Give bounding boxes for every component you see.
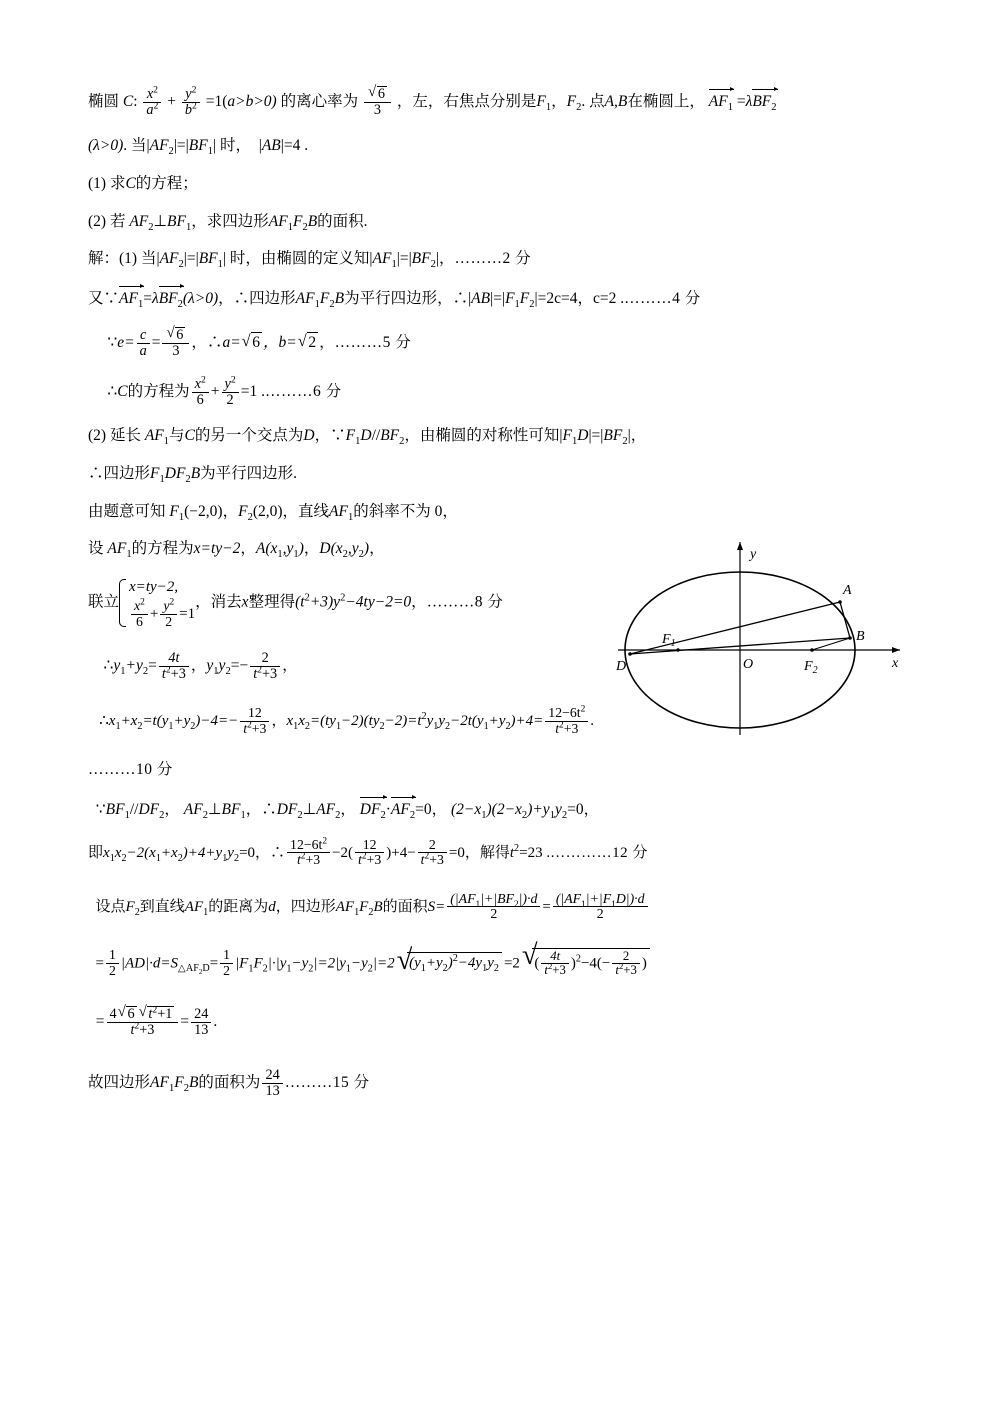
s9-fraction-y2-2: $\frac{y^2}{2}$: [160, 599, 177, 629]
stem-ecc-numerator: 6: [377, 86, 385, 102]
s7-F2-coord: (2,0): [252, 502, 283, 520]
s4-eq: =1 .: [240, 383, 265, 401]
s5-end: |，: [627, 426, 647, 444]
s14-fraction-3: $\frac{2}{t^2+3}$: [418, 838, 447, 868]
s3-fraction-sqrt6-3: √ $\frac{6}{3}$: [162, 327, 189, 359]
s9-eq-line: x=ty−2,: [129, 579, 179, 596]
stem-equals-one: =1(: [205, 93, 228, 111]
s5-mid3: ，由椭圆的对称性可知|: [404, 426, 563, 444]
s3-b-val: 2: [308, 334, 317, 352]
s16-sqrt-2: √ ( $\frac{4t}{t^2+3}$ )$^2$−4(− $\frac{2}{t^2+3}$ ): [522, 948, 650, 978]
stem-y: y: [185, 86, 192, 102]
s6-tail: 为平行四边形.: [200, 464, 298, 482]
s9-marks: ………8 分: [426, 593, 504, 611]
s1-AF1: AF: [372, 250, 392, 268]
s6-prefix: ∴四边形: [88, 464, 151, 482]
solution-line-5: (2) 延长 $AF_1$与C的另一个交点为D，$\because F_1D//BF_2$，由椭圆的对称性可知$|F_1D|=|BF_2|$，: [88, 426, 647, 448]
s10-end: ，: [282, 657, 298, 675]
s7-F1-coord: (−2,0): [184, 502, 223, 520]
stem-points-text: . 点: [581, 93, 605, 111]
BF1: BF: [188, 136, 208, 154]
s17-final-fraction: $\frac{24}{13}$: [191, 1007, 211, 1038]
stem-lambda: λ: [745, 93, 753, 111]
solution-line-3: ∵e= $\frac{c}{a}$ = √ $\frac{6}{3}$ ，∴a= √ 6 ，b= √ 2 ，………5 分: [88, 327, 908, 359]
stem-x: x: [146, 86, 154, 102]
s2-val: |=2c=4，c=2 .: [534, 290, 625, 308]
s8-mid: 的方程为: [131, 540, 194, 558]
solution-line-4: ∴C的方程为 $\frac{x^2}{6}$ + $\frac{y^2}{2}$ =1 .………6 分: [107, 374, 342, 408]
s5-par: //: [371, 426, 381, 444]
solution-line-1: 解：(1) 当$|AF_2|=|BF_1|$ 时，由椭圆的定义知$|AF_1|=|BF_2|$，………2 分: [88, 250, 532, 271]
s1-marks: ………2 分: [454, 250, 532, 268]
figure-label-O: O: [743, 657, 754, 672]
s1-AF2: AF: [159, 250, 179, 268]
s11-x1x2: x: [286, 712, 294, 729]
s5-mid2: 的另一个交点为: [194, 426, 304, 444]
stem-on-text: 在椭圆上，: [627, 93, 705, 111]
problem-stem-line-1: [88, 86, 908, 118]
s10-fraction-2: $\frac{2}{t^2+3}$: [250, 651, 280, 682]
q1-tail: 的方程；: [135, 174, 198, 192]
s15-fraction-2: $\frac{(|AF_1|+|F_1D|)\cdot d}{2}$: [553, 892, 648, 922]
s2-cond: (λ>0): [182, 290, 219, 308]
s14-marks: …………12 分: [550, 844, 648, 861]
s5-F1D: F: [562, 426, 572, 444]
s10-mid: ，: [190, 657, 207, 675]
s9-xvar: x: [241, 593, 249, 611]
stem-colon: :: [133, 93, 138, 111]
q2-BF1: BF: [167, 212, 186, 230]
s5-D: D: [303, 426, 315, 444]
solution-line-14: 即$x_1x_2-2(x_1+x_2)+4+y_1y_2=0$，∴ $\frac{12-6t^2}{t^2+3}$ −2( $\frac{12}{t^2+3}$ )+4− $\frac{2}{t^2+3}$ =0，解得$t^2=23$ .…………12 分: [88, 836, 648, 868]
q2-prefix: (2) 若: [88, 212, 126, 230]
stem-ecc-denominator: 3: [364, 102, 391, 118]
s1-eq: |=|: [183, 250, 199, 268]
s11-comma: ，: [271, 712, 287, 729]
stem-eccentricity-fraction: [364, 86, 391, 118]
AF2: AF: [149, 136, 169, 154]
s11-x2: +x: [120, 712, 138, 729]
solution-line-12: [88, 760, 908, 780]
s10-fraction-4t: $\frac{4t}{t^2+3}$: [159, 651, 189, 682]
s2-eq: |=|: [490, 290, 506, 308]
s16-fraction-4t: $\frac{4t}{t^2+3}$: [541, 950, 568, 978]
s14-fraction-2: $\frac{12}{t^2+3}$: [355, 838, 384, 868]
stem-curve-label: C: [122, 93, 134, 111]
s11-prefix: ∴: [99, 712, 109, 729]
s2-marks: ………4 分: [624, 290, 701, 308]
solution-line-2: 又$\because AF_1=\lambda BF_2(\lambda>0)$，∴四边形$AF_1F_2B$为平行四边形，$\therefore|AB|=|F_1F_2|=2c=4$，c=2 .………4 分: [88, 287, 908, 309]
s15-fraction-1: $\frac{(|AF_1|+|BF_2|)\cdot d}{2}$: [447, 892, 540, 922]
figure-label-F2: $F_2$: [804, 659, 818, 676]
s3-e: e=: [117, 334, 135, 352]
s5-prefix: (2) 延长: [88, 426, 141, 444]
q2-tail: 的面积.: [317, 212, 368, 230]
s7-F2: F: [238, 502, 248, 520]
s2-F1F2: F: [505, 290, 515, 308]
s16-half-2: $\frac{1}{2}$: [220, 948, 233, 978]
s8-prefix: 设: [88, 540, 104, 558]
s18-marks: ………15 分: [284, 1074, 370, 1092]
s1-mid: | 时，由椭圆的定义知|: [222, 250, 373, 268]
s14-prefix: 即: [88, 844, 104, 861]
stem-condition: a>b>0): [227, 93, 277, 111]
s9-end: ，: [411, 593, 427, 611]
s9-result-b: +3)y: [309, 593, 341, 611]
s7-comma: ，: [222, 502, 239, 520]
s2-AB: AB: [471, 290, 491, 308]
s3-marks: ………5 分: [334, 334, 412, 352]
s3-fraction-ca: $\frac{c}{a}$: [137, 328, 150, 359]
s5-BF2b: BF: [603, 426, 623, 444]
stem-foci-text: ，左，右焦点分别是: [396, 93, 537, 111]
s16-fraction-2: $\frac{2}{t^2+3}$: [612, 950, 639, 978]
s8-AF1: AF: [107, 540, 127, 558]
solution-line-15: 设点$F_2$到直线$AF_1$的距离为d，四边形$AF_1F_2B$的面积S= $\frac{(|AF_1|+|BF_2|)\cdot d}{2}$ = $\frac{(|AF_1|+|F_1D|)\cdot d}{2}$: [88, 892, 908, 922]
s14-fraction-1: $\frac{12-6t^2}{t^2+3}$: [287, 838, 330, 868]
s8-D: D(x: [319, 540, 343, 558]
s10-y2: +y: [125, 657, 143, 675]
s9-system-brace: x=ty−2, $\frac{x^2}{6}$ + $\frac{y^2}{2}$ =1: [119, 577, 195, 629]
q2-AF2: AF: [129, 212, 149, 230]
s16-half: $\frac{1}{2}$: [106, 948, 119, 978]
s5-BF2: BF: [380, 426, 400, 444]
figure-label-A: A: [843, 583, 852, 598]
figure-label-x: x: [892, 656, 899, 671]
s2-paral: 为平行四边形，∴|: [344, 290, 472, 308]
ellipse-figure: [600, 530, 920, 760]
s11-fraction-12: $\frac{12}{t^2+3}$: [240, 706, 269, 736]
stem-plus: +: [167, 93, 177, 111]
solution-line-11: $\therefore x_1+x_2=t(y_1+y_2)-4=-$ $\frac{12}{t^2+3}$ ，$x_1x_2=(ty_1-2)(ty_2-2)=t^2y_1y_2-2t(y_1+y_2)+4=$ $\frac{12-6t^2}{t^2+3}$ .: [99, 704, 595, 736]
s9-mid2: 整理得: [248, 593, 296, 611]
stem-equals2: =: [736, 93, 746, 111]
s4-fraction-y2-2: $\frac{y^2}{2}$: [222, 377, 239, 408]
figure-label-F1: $F_1$: [662, 632, 676, 649]
solution-line-13: $\because BF_1//DF_2$， $AF_2\perp BF_1$，$\therefore DF_2\perp AF_2$， $DF_2\cdot AF_2=0$， $(2-x_1)(2-x_2)+y_1y_2=0$，: [88, 798, 908, 820]
s13-vec-DF2: $DF_2$: [360, 798, 386, 820]
s13-AF2: AF: [183, 800, 203, 818]
s1-BF2: BF: [411, 250, 431, 268]
stem-fraction-x2a2: $\frac{x^2}{a^2}$: [143, 87, 161, 118]
s10-y1: y: [113, 657, 121, 675]
stem-F2-sub: 2: [576, 102, 582, 114]
stem-eccentricity-text: 的离心率为: [280, 93, 359, 111]
s2-quad: AF: [295, 290, 315, 308]
s9-result-c: −4ty−2=0: [345, 593, 412, 611]
s7-AF1: AF: [329, 502, 348, 520]
abs-equals: |=|: [173, 136, 189, 154]
s11-end: .: [590, 712, 595, 729]
s11-x1: x: [108, 712, 116, 729]
when-text: . 当|: [123, 136, 150, 154]
s5-because: ，∵: [314, 426, 346, 444]
solution-line-10: $\therefore y_1+y_2=$ $\frac{4t}{t^2+3}$ ，$y_1y_2=-$ $\frac{2}{t^2+3}$ ，: [103, 650, 298, 683]
s7-prefix: 由题意可知: [88, 502, 166, 520]
s2-lambda: λ: [151, 290, 159, 308]
s5-C: C: [184, 426, 195, 444]
s2-vec-AF1: $AF_1$: [119, 287, 143, 309]
s18-prefix: 故四边形: [88, 1074, 151, 1092]
solution-line-17: = $\frac{4 √ 6 √ t^2+1}{t^2+3}$ = $\frac{24}{13}$ .: [88, 1006, 908, 1038]
s13-prefix: ∵: [95, 800, 106, 818]
q1-prefix: (1) 求: [88, 174, 126, 192]
stem-a: a: [146, 101, 154, 118]
s5-mid: 与: [169, 426, 185, 444]
s9-prefix: 联立: [88, 593, 120, 611]
s13-BF1: BF: [105, 800, 125, 818]
s8-comma: ，: [240, 540, 256, 558]
question-1: [88, 174, 908, 194]
q1-C: C: [125, 174, 136, 192]
s1-BF1: BF: [198, 250, 218, 268]
s4-mid: 的方程为: [127, 383, 190, 401]
q2-perp: ⊥: [153, 212, 168, 230]
stem-fraction-y2b2: $\frac{y^2}{b^2}$: [182, 87, 200, 118]
AB-label: AB: [261, 136, 281, 154]
s7-F1: F: [169, 502, 179, 520]
s10-prefix: ∴: [103, 657, 114, 675]
stem-F2: F: [566, 93, 577, 111]
s11-fraction-12-6t2: $\frac{12-6t^2}{t^2+3}$: [545, 706, 588, 736]
s4-C: C: [117, 383, 128, 401]
s5-FD: F: [345, 426, 356, 444]
s2-prefix: 又∵: [88, 290, 120, 308]
solution-line-7: 由题意可知 $F_1(-2,0)$，$F_2(2,0)$，直线$AF_1$的斜率不为 0，: [88, 502, 458, 523]
s16-sqrt-1: √ $(y_1+y_2)^2-4y_1y_2$: [397, 952, 502, 973]
solution-line-16: = $\frac{1}{2}$ $|AD|\cdot d=S_{\triangle AF_2D}=$ $\frac{1}{2}$ $|F_1F_2|\cdot|y_1-y_2|=2|y_1-y_2|=2$ √ $(y_1+y_2)^2-4y_1y_2 =2$ √ ( $\frac{4t}{t^2+3}$ )$^2$−4(− $\frac{2}{t^2+3}$ ): [88, 948, 908, 978]
stem-F1: F: [536, 93, 546, 111]
s7-tail: 的斜率不为 0，: [353, 502, 458, 520]
s9-result-a: (t: [295, 593, 305, 611]
s1-end: |，: [435, 250, 455, 268]
s9-fraction-x2-6: $\frac{x^2}{6}$: [131, 599, 148, 629]
q2-quad: AF: [268, 212, 288, 230]
s3-b-eq: ，b=: [263, 334, 297, 352]
s3-mid: ，∴: [191, 334, 223, 352]
stem-comma: ，: [551, 93, 567, 111]
stem-vector-BF2: $BF_2$: [752, 90, 776, 112]
s12-marks: ………10 分: [88, 760, 173, 778]
question-2: (2) 若 $AF_2\perp BF_1$，求四边形$AF_1F_2B$的面积.: [88, 212, 368, 233]
s6-quad: F: [150, 464, 160, 482]
s5-eq: |=|: [588, 426, 604, 444]
s2-mid: ，∴四边形: [218, 290, 296, 308]
solution-line-9: 联立 x=ty−2, $\frac{x^2}{6}$ + $\frac{y^2}{2}$ =1 ，消去x整理得$(t^2+3)y^2-4ty-2=0$，………8 分: [88, 579, 504, 629]
figure-label-B: B: [856, 629, 865, 644]
s13-DF2: DF: [138, 800, 160, 818]
stem-AB: A,B: [604, 93, 628, 111]
s2-quad-tail: B: [334, 290, 345, 308]
s4-marks: ………6 分: [264, 383, 342, 401]
s3-prefix: ∵: [107, 334, 118, 352]
s3-a-eq: a=: [222, 334, 241, 352]
s1-eq2: |=|: [396, 250, 412, 268]
s7-mid: ，直线: [282, 502, 330, 520]
s13-vec-AF2: $AF_2$: [391, 798, 415, 820]
solution-line-8: 设 $AF_1$的方程为x=ty−2，$A(x_1,y_1)$，$D(x_2,y_2)$，: [88, 540, 385, 561]
s1-prefix: 解：(1) 当|: [88, 250, 160, 268]
s8-A: A(x: [255, 540, 278, 558]
s4-prefix: ∴: [107, 383, 118, 401]
s18-area-fraction: $\frac{24}{13}$: [262, 1068, 282, 1099]
figure-label-D: D: [616, 659, 627, 674]
s17-result-fraction: $\frac{4 √ 6 √ t^2+1}{t^2+3}$: [107, 1006, 179, 1038]
stem-vector-AF1: $AF_1$: [709, 90, 733, 112]
solution-line-6: ∴四边形$F_1DF_2B$为平行四边形.: [88, 464, 298, 485]
s3-a-val: 6: [252, 334, 261, 352]
AB-value: =4 .: [283, 136, 309, 154]
s2-vec-BF2: $BF_2$: [159, 287, 183, 309]
solution-line-18: 故四边形$AF_1F_2B$的面积为 $\frac{24}{13}$ ………15 分: [88, 1066, 370, 1099]
s10-prod-y2: y: [218, 657, 226, 675]
s15-prefix: 设点: [95, 898, 126, 915]
stem-text-prefix: 椭圆: [88, 93, 120, 111]
s4-fraction-x2-6: $\frac{x^2}{6}$: [192, 377, 209, 408]
stem-F1-sub: 1: [545, 102, 552, 114]
problem-stem-line-2: (λ>0). 当$|AF_2|=|BF_1|$ 时， |AB|=4 .: [88, 136, 309, 158]
stem-b: b: [184, 101, 193, 118]
s3-end: ，: [319, 334, 335, 352]
figure-label-y: y: [750, 547, 757, 562]
s8-end: ，: [369, 540, 385, 558]
s5-AF1: AF: [144, 426, 164, 444]
s9-mid: ，消去: [195, 593, 242, 611]
shi-text: | 时，: [212, 136, 251, 154]
s8-line-eq: x=ty−2: [193, 540, 241, 558]
s10-prod-y1: y: [206, 657, 214, 675]
q2-mid: ，求四边形: [191, 212, 269, 230]
lambda-condition: (λ>0): [88, 136, 124, 154]
